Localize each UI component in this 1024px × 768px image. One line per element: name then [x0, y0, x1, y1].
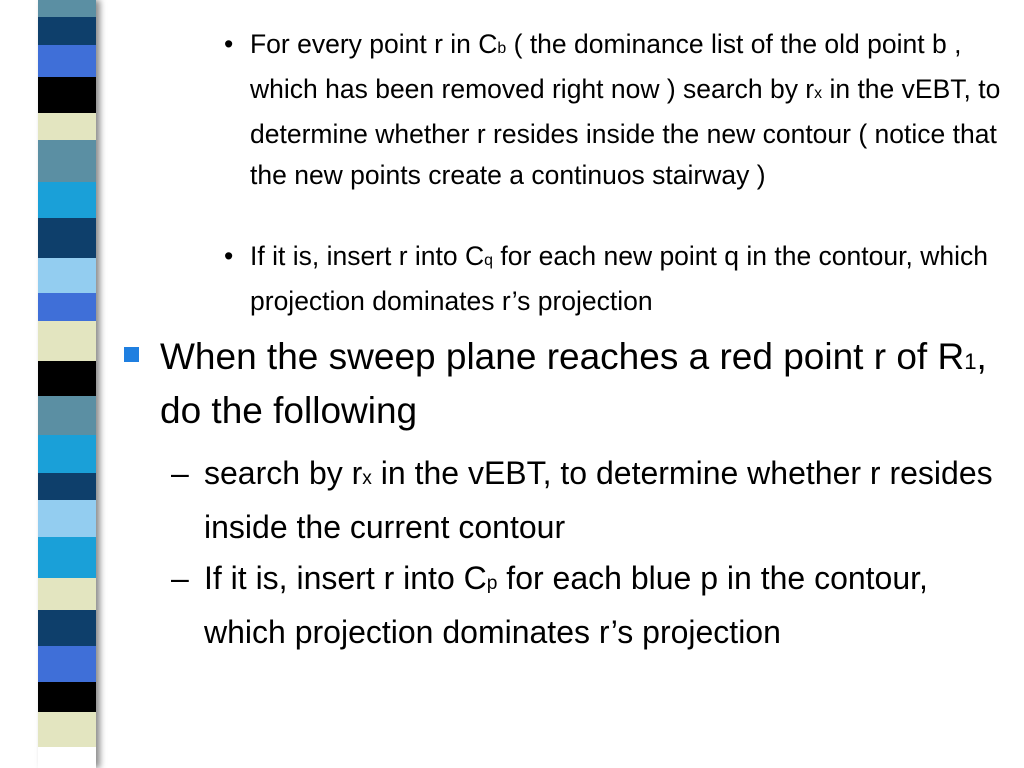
- dash-bullet-search: – search by rx in the vEBT, to determine whether r resides inside the current contour: [204, 449, 994, 552]
- dash-bullet-insert-cp: – If it is, insert r into Cp for each blue p in the contour, which projection dominates r’s projection: [204, 554, 994, 657]
- sub-bullet-dominance-list: • For every point r in Cb ( the dominance list of the old point b , which has been removed right now ) search by rx in the vEBT, to determine whether r resides inside the new contour ( notice that the new points create a continuos stairway ): [250, 24, 1010, 196]
- main-bullet-red-point: When the sweep plane reaches a red point r of R1, do the following: [160, 332, 990, 435]
- sub-bullet-insert-cq: • If it is, insert r into Cq for each new point q in the contour, which projection dominates r’s projection: [250, 236, 1010, 322]
- dot-bullet-icon: •: [224, 29, 234, 59]
- dash-bullet-icon: –: [171, 455, 189, 491]
- square-bullet-icon: [124, 347, 139, 362]
- dot-bullet-icon: •: [224, 241, 234, 271]
- dash-bullet-icon: –: [171, 560, 189, 596]
